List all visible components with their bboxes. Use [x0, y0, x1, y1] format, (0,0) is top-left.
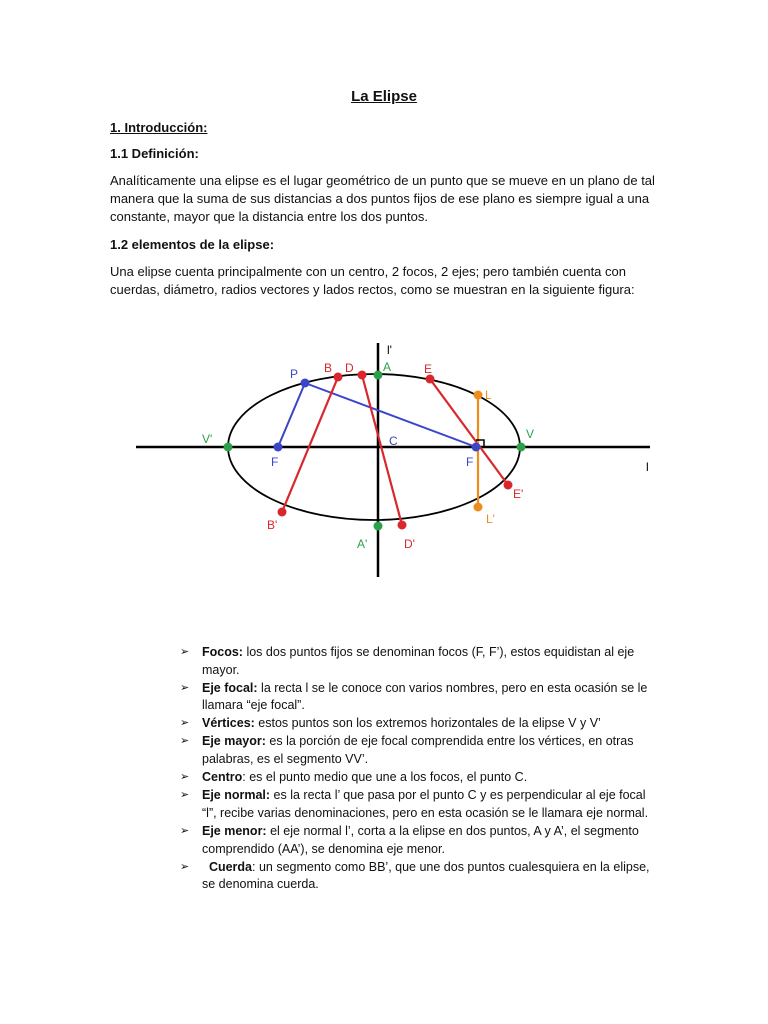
list-item: ➢ Eje normal: es la recta l’ que pasa por el punto C y es perpendicular al eje focal “l”, recibe varias denominaciones, pero en esta ocasión se le llamara eje normal. [180, 788, 649, 820]
label-v: V [526, 427, 535, 441]
arrowhead-bullet-icon: ➢ [180, 771, 190, 784]
point-e-prime [504, 481, 513, 490]
point-b-prime [278, 508, 287, 517]
elements-list [180, 644, 660, 894]
chord-ee-prime [430, 379, 508, 485]
label-f-right: F [466, 455, 474, 469]
label-e-prime: E' [513, 487, 524, 501]
arrowhead-bullet-icon: ➢ [180, 860, 190, 873]
point-l-prime [474, 503, 483, 512]
label-e: E [424, 362, 433, 376]
point-f-left [274, 443, 283, 452]
section-heading-1: 1. Introducción: [110, 120, 208, 135]
list-item: ➢ Focos: los dos puntos fijos se denominan focos (F, F’), estos equidistan al eje mayor. [180, 645, 635, 677]
arrowhead-bullet-icon: ➢ [180, 789, 190, 802]
label-p: P [290, 367, 299, 381]
list-item: ➢ Eje focal: la recta l se le conoce con varios nombres, pero en esta ocasión se le llamara “eje focal”. [180, 680, 648, 713]
list-item: ➢ Centro: es el punto medio que une a los focos, el punto C. [180, 769, 660, 787]
arrowhead-bullet-icon: ➢ [180, 646, 190, 658]
section-heading-1-1: 1.1 Definición: [110, 146, 199, 161]
point-l [474, 391, 483, 400]
intro-paragraph: Una elipse cuenta principalmente con un centro, 2 focos, 2 ejes; pero también cuenta con cuerdas, diámetro, radios vectores y lados rectos, como se muestran en la siguiente figura: [110, 264, 635, 297]
arrowhead-bullet-icon: ➢ [180, 735, 190, 748]
chord-bb-prime [282, 377, 338, 512]
label-d-prime: D' [404, 537, 415, 551]
radius-vector-pf [278, 383, 305, 447]
point-p [301, 379, 310, 388]
point-v-prime [224, 443, 233, 452]
label-l-prime-lat: L' [486, 512, 495, 526]
arrowhead-bullet-icon: ➢ [180, 681, 190, 694]
point-b [334, 373, 343, 382]
label-a-prime: A' [357, 537, 368, 551]
point-a [374, 371, 383, 380]
list-item: ➢ Eje menor: el eje normal l’, corta a la elipse en dos puntos, A y A’, el segmento comprendido (AA’), se denomina eje menor. [180, 823, 639, 856]
label-d: D [345, 361, 354, 375]
label-b-prime: B' [267, 518, 278, 532]
label-a: A [383, 360, 392, 374]
list-item: ➢ Eje mayor: es la porción de eje focal comprendida entre los vértices, en otras palabras, es el segmento VV’. [180, 734, 634, 767]
list-item: ➢ Vértices: estos puntos son los extremos horizontales de la elipse V y V’ [180, 715, 660, 733]
label-v-prime: V' [202, 432, 213, 446]
point-v [517, 443, 526, 452]
section-heading-1-2: 1.2 elementos de la elipse: [110, 237, 275, 252]
chord-dd-prime [362, 375, 402, 525]
point-a-prime [374, 522, 383, 531]
arrowhead-bullet-icon: ➢ [180, 824, 190, 837]
ellipse-figure [130, 335, 660, 585]
definition-paragraph: Analíticamente una elipse es el lugar geométrico de un punto que se mueve en un plano de tal manera que la suma de sus distancias a dos puntos fijos de ese plano es siempre igual a una constante, mayor que la distancia entre los dos puntos. [110, 173, 655, 224]
label-f-left: F [271, 455, 279, 469]
page-title: La Elipse [351, 88, 417, 105]
label-l: l [646, 460, 649, 474]
list-item: ➢ Cuerda: un segmento como BB’, que une dos puntos cualesquiera en la elipse, se denomina cuerda. [180, 859, 650, 892]
label-lat-l: L [485, 388, 492, 402]
point-d-prime [398, 521, 407, 530]
label-l-prime: l' [387, 343, 392, 357]
point-f-right [472, 443, 481, 452]
point-d [358, 371, 367, 380]
label-c: C [389, 434, 398, 448]
label-b: B [324, 361, 333, 375]
arrowhead-bullet-icon: ➢ [180, 717, 190, 730]
